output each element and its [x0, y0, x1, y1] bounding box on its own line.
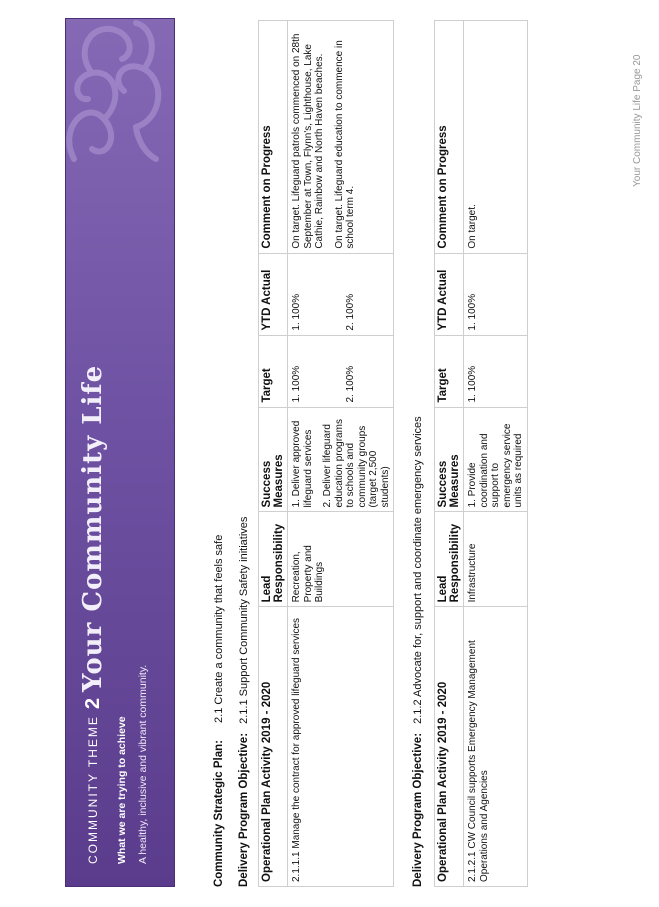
activity-table-1: [258, 20, 394, 887]
theme-banner: [65, 18, 175, 887]
aim-label: What we are trying to achieve: [116, 716, 128, 864]
activity-cell: 2.1.2.1 CW Council supports Emergency Management Operations and Agencies: [464, 607, 528, 887]
col-target-header: Target: [259, 335, 288, 407]
comment-item: On target. Lifeguard patrols commenced on 28th September at Town, Flynn's, Lighthouse, Lake Cathie, Rainbow and North Haven beaches.: [291, 33, 325, 249]
theme-title: Your Community Life: [78, 364, 108, 692]
ytd-item: 1. 100%: [291, 293, 302, 331]
aim-text: A healthy, inclusive and vibrant community.: [137, 664, 149, 864]
swirl-decoration-icon: [66, 19, 174, 219]
objective-value-1: 2.1.1 Support Community Safety initiatives: [238, 516, 250, 724]
lead-cell: Recreation, Property and Buildings: [288, 512, 394, 607]
col-measures-header: Success Measures: [435, 407, 464, 512]
objective-value-2: 2.1.2 Advocate for, support and coordinate emergency services: [412, 416, 424, 724]
col-activity-header: Operational Plan Activity 2019 - 2020: [435, 607, 464, 887]
measure-item: 2. Deliver lifeguard education programs to schools and community groups (target 2,500 students): [322, 419, 391, 508]
col-lead-header: Lead Responsibility: [259, 512, 288, 607]
col-comment-header: Comment on Progress: [435, 21, 464, 254]
theme-label: COMMUNITY THEME: [86, 715, 100, 864]
lead-cell: Infrastructure: [464, 512, 528, 607]
col-activity-header: Operational Plan Activity 2019 - 2020: [259, 607, 288, 887]
target-item: 2. 100%: [345, 365, 356, 403]
theme-heading: [78, 365, 108, 864]
theme-number: 2: [81, 697, 104, 710]
target-cell: 1. 100%: [464, 335, 528, 407]
strategic-plan-label: Community Strategic Plan:: [213, 740, 225, 887]
table-header-row: [259, 21, 288, 887]
comment-item: On target. Lifeguard education to commence in school term 4.: [333, 40, 356, 249]
col-ytd-header: YTD Actual: [435, 253, 464, 335]
col-comment-header: Comment on Progress: [259, 21, 288, 254]
strategic-plan-row: [213, 535, 225, 887]
ytd-item: 2. 100%: [345, 293, 356, 331]
col-ytd-header: YTD Actual: [259, 253, 288, 335]
objective-row-2: [412, 416, 424, 887]
target-cell: [288, 335, 394, 407]
activity-cell: 2.1.1.1 Manage the contract for approved lifeguard services: [288, 607, 394, 887]
activity-table-2: [434, 20, 528, 887]
ytd-cell: 1. 100%: [464, 253, 528, 335]
objective-label-2: Delivery Program Objective:: [412, 732, 424, 887]
strategic-plan-value: 2.1 Create a community that feels safe: [213, 534, 225, 723]
table-header-row: [435, 21, 464, 887]
ytd-cell: [288, 253, 394, 335]
measure-item: 1. Deliver approved lifeguard services: [291, 420, 314, 508]
objective-label-1: Delivery Program Objective:: [238, 732, 250, 887]
col-measures-header: Success Measures: [259, 407, 288, 512]
measures-cell: [288, 407, 394, 512]
comment-cell: [288, 21, 394, 254]
target-item: 1. 100%: [291, 365, 302, 403]
table-row: [288, 21, 394, 887]
measures-cell: 1. Provide coordination and support to emergency service units as required: [464, 407, 528, 512]
objective-row-1: [238, 517, 250, 887]
comment-cell: On target.: [464, 21, 528, 254]
col-lead-header: Lead Responsibility: [435, 512, 464, 607]
col-target-header: Target: [435, 335, 464, 407]
page-footer: Your Community Life Page 20: [632, 54, 643, 187]
table-row: [464, 21, 528, 887]
